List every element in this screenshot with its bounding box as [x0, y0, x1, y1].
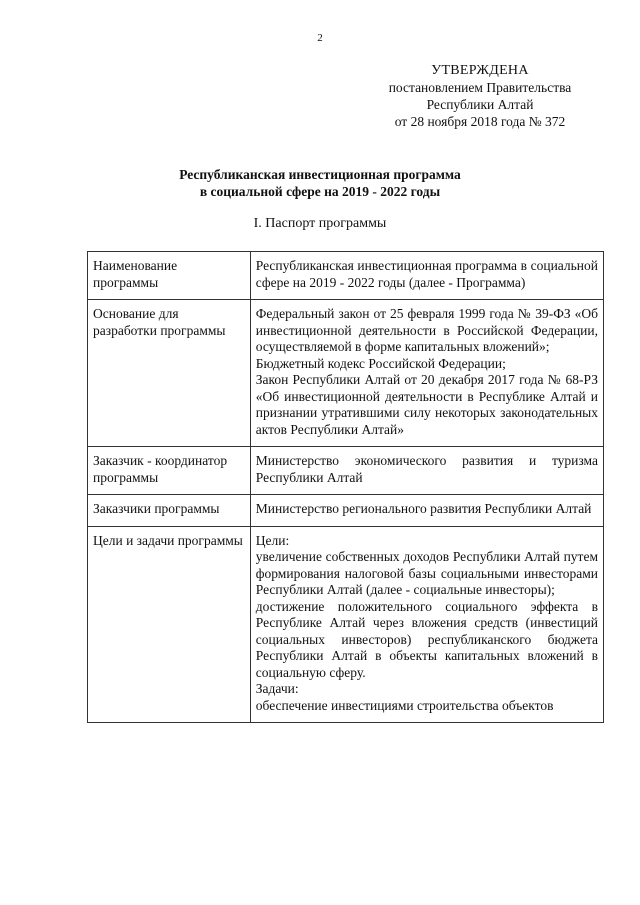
- table-row: [88, 300, 604, 447]
- page-number: 2: [317, 32, 323, 44]
- approval-title: УТВЕРЖДЕНА: [431, 63, 529, 78]
- value-paragraph: Министерство регионального развития Республики Алтай: [255, 501, 592, 516]
- row-value: [250, 447, 603, 495]
- row-label: Заказчик - координатор программы: [88, 447, 251, 495]
- section-heading: I. Паспорт программы: [253, 216, 387, 231]
- approval-line: от 28 ноября 2018 года № 372: [394, 114, 566, 129]
- value-paragraph: увеличение собственных доходов Республики Алтай путем формирования налоговой базы социальными инвесторами Республики Алтай (далее - социальные инвесторы);: [255, 549, 598, 597]
- document-title-line: Республиканская инвестиционная программа: [179, 167, 461, 182]
- value-paragraph: Республиканская инвестиционная программа в социальной сфере на 2019 - 2022 годы (далее - Программа): [255, 258, 598, 290]
- table-row: [88, 252, 604, 300]
- approval-line: постановлением Правительства: [388, 80, 572, 95]
- value-paragraph: Бюджетный кодекс Российской Федерации;: [255, 355, 506, 371]
- value-paragraph: Федеральный закон от 25 февраля 1999 года № 39-ФЗ «Об инвестиционной деятельности в Российской Федерации, осуществляемой в форме капитальных вложений»;: [255, 306, 598, 354]
- row-label: Цели и задачи программы: [88, 526, 251, 723]
- table-row: [88, 447, 604, 495]
- value-paragraph: Цели:: [255, 532, 290, 548]
- value-paragraph: Министерство экономического развития и туризма Республики Алтай: [255, 453, 598, 485]
- approval-stamp: [370, 62, 590, 130]
- document-title: [0, 166, 640, 200]
- table-row: [88, 526, 604, 723]
- row-value: [250, 495, 603, 527]
- value-paragraph: обеспечение инвестициями строительства объектов: [255, 697, 554, 713]
- value-paragraph: Закон Республики Алтай от 20 декабря 2017 года № 68-РЗ «Об инвестиционной деятельности в Республике Алтай и признании утратившими силу некоторых законодательных актов Республики Алтай»: [255, 372, 598, 437]
- row-value: [250, 252, 603, 300]
- row-label: Наименование программы: [88, 252, 251, 300]
- value-paragraph: Задачи:: [255, 681, 299, 696]
- document-title-line: в социальной сфере на 2019 - 2022 годы: [199, 184, 441, 199]
- row-label: Заказчики программы: [88, 495, 251, 527]
- row-value: [250, 300, 603, 447]
- approval-line: Республики Алтай: [426, 97, 534, 112]
- row-label: Основание для разработки программы: [88, 300, 251, 447]
- table-row: [88, 495, 604, 527]
- passport-table: [87, 251, 604, 723]
- value-paragraph: достижение положительного социального эффекта в Республике Алтай через вложения средств (инвестиций социальных инвесторов) республиканского бюджета Республики Алтай в объекты капитальных вложений в социальную сферу.: [255, 598, 598, 680]
- row-value: [250, 526, 603, 723]
